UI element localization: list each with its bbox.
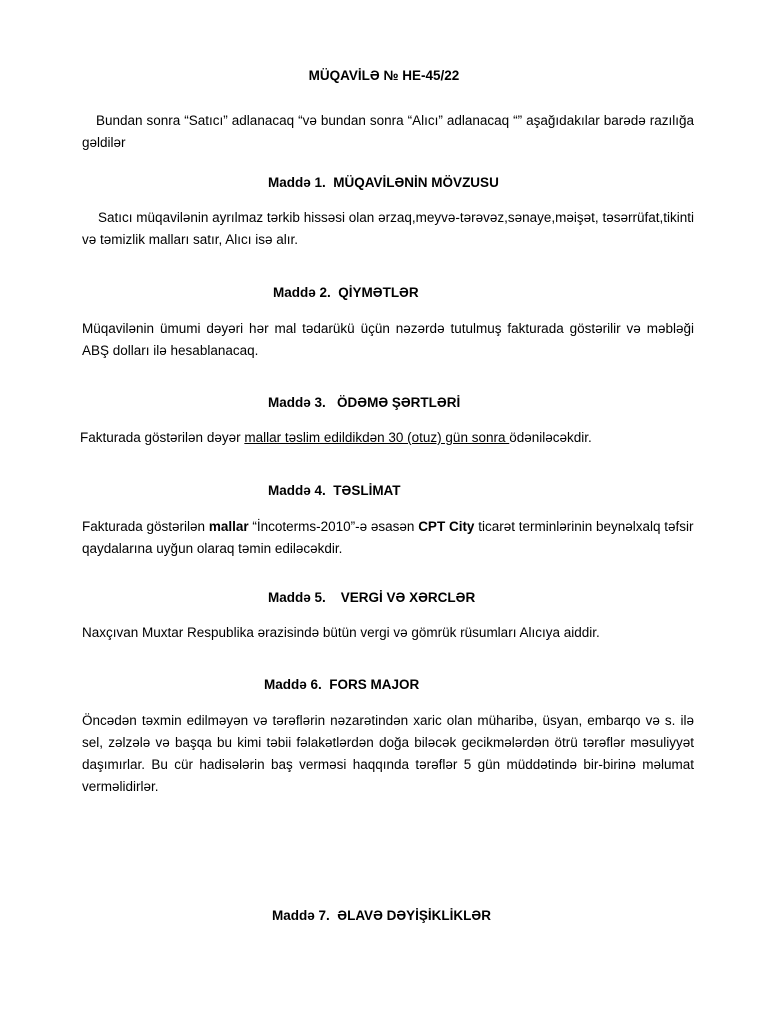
article-4-bold-goods: mallar: [208, 519, 249, 534]
article-6-text: Öncədən təxmin edilməyən və tərəflərin nəzarətindən xaric olan müharibə, üsyan, embarqo və s. ilə sel, zəlzələ və başqa bu kimi təbii fəlakətlərdən doğa biləcək gecikmələrdən ötrü tərəflər məsuliyyət daşımırlar. Bu cür hadisələrin baş verməsi haqqında tərəflər 5 gün müddətində bir-birinə məlumat verməlidirlər.: [82, 713, 694, 794]
article-3-text-start: Fakturada göstərilən dəyər: [80, 430, 245, 445]
article-3-text: [80, 427, 692, 449]
intro-paragraph: Bundan sonra “Satıcı” adlanacaq “və bundan sonra “Alıcı” adlanacaq “” aşağıdakılar barədə razılığa gəldilər: [82, 113, 694, 150]
article-5-heading: Maddə 5. VERGİ VƏ XƏRCLƏR: [268, 590, 476, 605]
article-6-heading: Maddə 6. FORS MAJOR: [264, 677, 420, 692]
article-5-text: Naxçıvan Muxtar Respublika ərazisində bütün vergi və gömrük rüsumları Alıcıya aiddir.: [82, 625, 600, 640]
article-4-text-part-2: “İncoterms-2010”-ə əsasən: [248, 519, 419, 534]
article-4-text-part-3: ticarət terminlərinin beynəlxalq təfsir qaydalarına uyğun olaraq təmin ediləcəkdir.: [82, 519, 694, 556]
article-2-text: Müqavilənin ümumi dəyəri hər mal tədarükü üçün nəzərdə tutulmuş fakturada göstərilir və məbləği ABŞ dolları ilə hesablanacaq.: [82, 321, 694, 358]
article-3-heading: Maddə 3. ÖDƏMƏ ŞƏRTLƏRİ: [268, 395, 461, 410]
article-4-text: [82, 516, 694, 560]
article-4-bold-cpt-city: CPT City: [418, 519, 475, 534]
article-4-heading: Maddə 4. TƏSLİMAT: [268, 483, 401, 498]
contract-title: MÜQAVİLƏ № HE-45/22: [308, 68, 460, 83]
article-7-heading: Maddə 7. ƏLAVƏ DƏYİŞİKLİKLƏR: [272, 908, 491, 923]
article-3-text-end: ödəniləcəkdir.: [509, 430, 592, 445]
article-2-heading: Maddə 2. QİYMƏTLƏR: [273, 285, 419, 300]
article-3-underlined-term: mallar təslim edildikdən 30 (otuz) gün sonra: [244, 430, 510, 445]
article-1-text: Satıcı müqavilənin ayrılmaz tərkib hissəsi olan ərzaq,meyvə-tərəvəz,sənaye,məişət, təsərrüfat,tikinti və təmizlik malları satır, Alıcı isə alır.: [82, 210, 694, 247]
article-1-heading: Maddə 1. MÜQAVİLƏNİN MÖVZUSU: [268, 175, 499, 190]
article-4-text-part-1: Fakturada göstərilən: [82, 519, 209, 534]
